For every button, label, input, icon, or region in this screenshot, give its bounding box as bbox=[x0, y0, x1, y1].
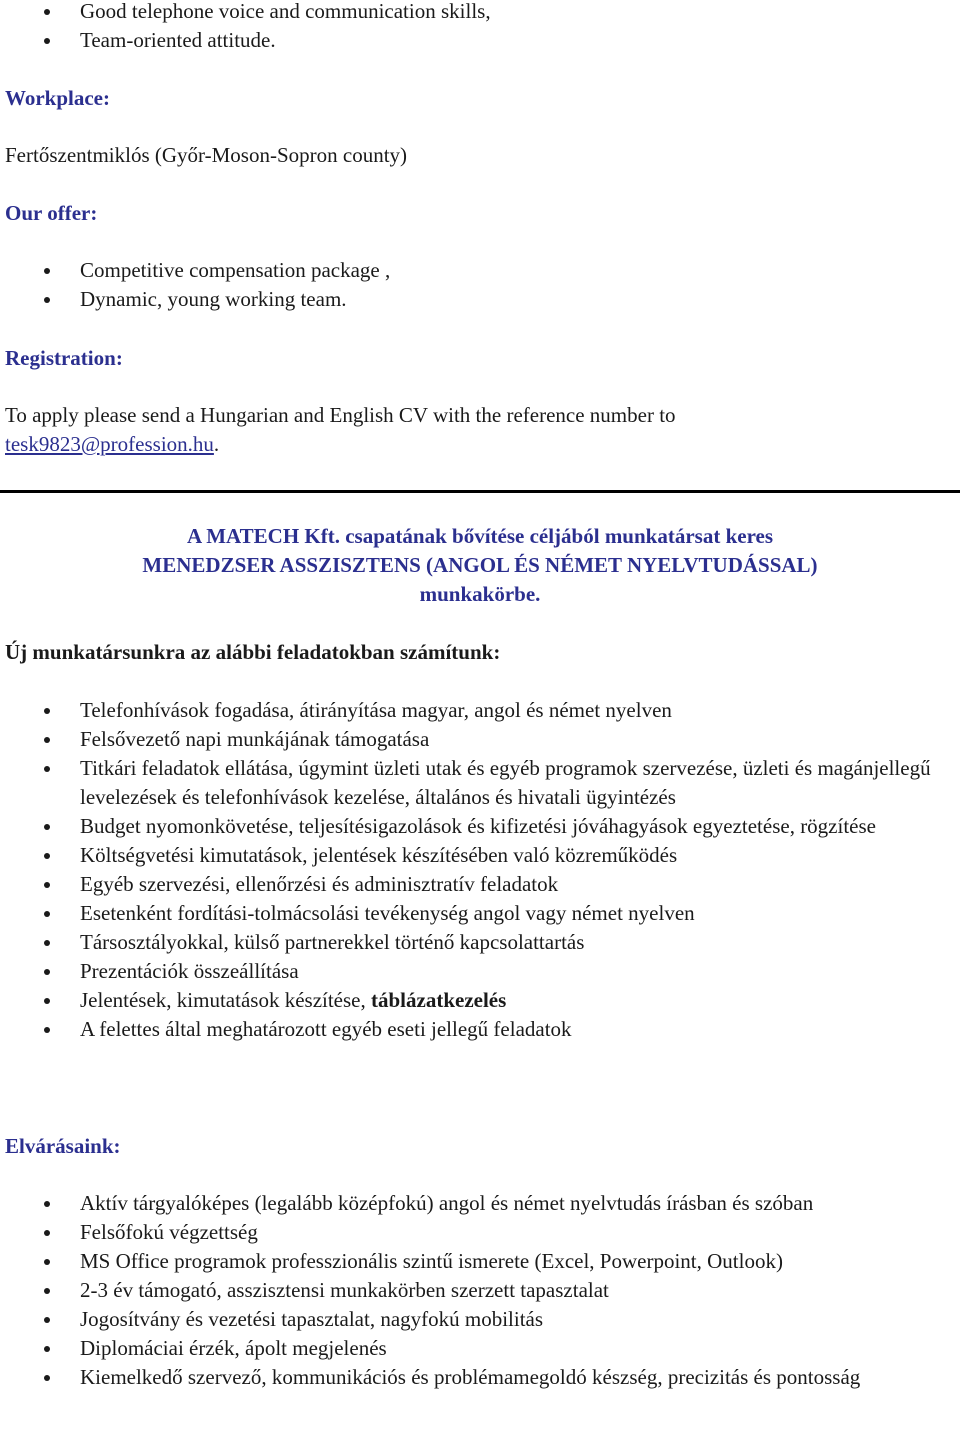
list-item: Team-oriented attitude. bbox=[0, 26, 960, 55]
position-suffix: munkakörbe. bbox=[419, 582, 541, 606]
list-item: Budget nyomonkövetése, teljesítésigazolások és kifizetési jóváhagyások egyeztetése, rögzítése bbox=[0, 812, 960, 841]
list-item: Telefonhívások fogadása, átirányítása magyar, angol és német nyelven bbox=[0, 696, 960, 725]
list-item: 2-3 év támogató, asszisztensi munkakörben szerzett tapasztalat bbox=[0, 1276, 960, 1305]
offer-heading: Our offer: bbox=[5, 201, 98, 225]
divider bbox=[0, 490, 960, 493]
tasks-list bbox=[0, 696, 960, 1044]
list-item: Prezentációk összeállítása bbox=[0, 957, 960, 986]
list-item: Felsővezető napi munkájának támogatása bbox=[0, 725, 960, 754]
registration-heading: Registration: bbox=[5, 346, 123, 370]
list-item: Good telephone voice and communication skills, bbox=[0, 0, 960, 26]
offer-list bbox=[0, 256, 960, 314]
requirements-list bbox=[0, 1189, 960, 1392]
list-item: A felettes által meghatározott egyéb eseti jellegű feladatok bbox=[0, 1015, 960, 1044]
list-item: Aktív tárgyalóképes (legalább középfokú) angol és német nyelvtudás írásban és szóban bbox=[0, 1189, 960, 1218]
company-line: A MATECH Kft. csapatának bővítése céljából munkatársat keres bbox=[186, 524, 774, 548]
report-item-bold: táblázatkezelés bbox=[371, 988, 507, 1012]
list-item bbox=[0, 986, 960, 1015]
workplace-location: Fertőszentmiklós (Győr-Moson-Sopron county) bbox=[5, 143, 408, 167]
list-item: Titkári feladatok ellátása, úgymint üzleti utak és egyéb programok szervezése, üzleti és magánjellegű levelezések és telefonhívások kezelése, általános és hivatali ügyintézés bbox=[0, 754, 960, 812]
list-item: Társosztályokkal, külső partnerekkel történő kapcsolattartás bbox=[0, 928, 960, 957]
list-item: Egyéb szervezési, ellenőrzési és adminisztratív feladatok bbox=[0, 870, 960, 899]
position-line: MENEDZSER ASSZISZTENS (ANGOL ÉS NÉMET NYELVTUDÁSSAL) bbox=[142, 553, 818, 577]
email-period: . bbox=[213, 432, 220, 456]
list-item: Esetenként fordítási-tolmácsolási tevékenység angol vagy német nyelven bbox=[0, 899, 960, 928]
list-item: Diplomáciai érzék, ápolt megjelenés bbox=[0, 1334, 960, 1363]
list-item: Költségvetési kimutatások, jelentések készítésében való közreműködés bbox=[0, 841, 960, 870]
registration-email-line bbox=[5, 430, 219, 459]
registration-text: To apply please send a Hungarian and English CV with the reference number to bbox=[5, 403, 676, 427]
list-item: Felsőfokú végzettség bbox=[0, 1218, 960, 1247]
requirements-heading: Elvárásaink: bbox=[5, 1134, 121, 1158]
workplace-heading: Workplace: bbox=[5, 86, 110, 110]
email-link[interactable]: tesk9823@profession.hu bbox=[5, 432, 214, 456]
list-item: Jogosítvány és vezetési tapasztalat, nagyfokú mobilitás bbox=[0, 1305, 960, 1334]
tasks-heading: Új munkatársunkra az alábbi feladatokban számítunk: bbox=[5, 640, 501, 664]
report-item-text: Jelentések, kimutatások készítése, bbox=[80, 988, 366, 1012]
list-item: MS Office programok professzionális szintű ismerete (Excel, Powerpoint, Outlook) bbox=[0, 1247, 960, 1276]
list-item: Competitive compensation package , bbox=[0, 256, 960, 285]
skills-list bbox=[0, 0, 960, 55]
list-item: Dynamic, young working team. bbox=[0, 285, 960, 314]
list-item: Kiemelkedő szervező, kommunikációs és problémamegoldó készség, precizitás és pontosság bbox=[0, 1363, 960, 1392]
